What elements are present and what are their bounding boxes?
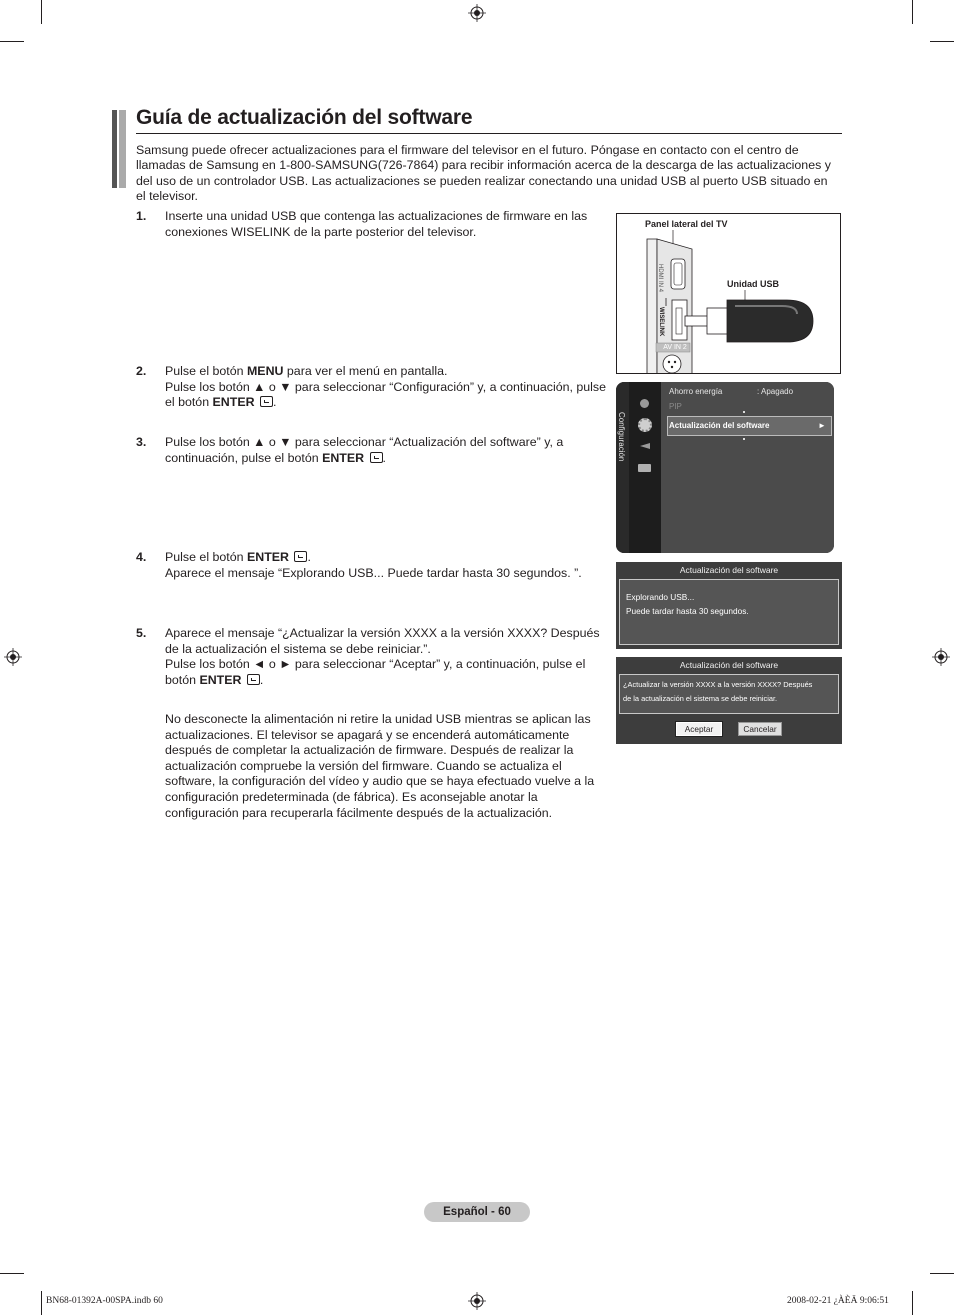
hdmi-port-label: HDMI IN 4 bbox=[657, 264, 663, 293]
page-title: Guía de actualización del software bbox=[136, 106, 473, 129]
menu-content bbox=[661, 382, 834, 553]
print-file-info: BN68-01392A-00SPA.indb 60 bbox=[46, 1296, 163, 1306]
step-2-text bbox=[165, 364, 610, 411]
dialog-body bbox=[619, 579, 839, 645]
registration-mark-icon bbox=[468, 1292, 486, 1310]
menu-item-value: : Apagado bbox=[757, 387, 794, 396]
cancel-button[interactable]: Cancelar bbox=[738, 722, 782, 736]
step-4-text bbox=[165, 550, 610, 581]
step-5-note: No desconecte la alimentación ni retire la unidad USB mientras se aplican las actualizaciones. El televisor se apagará y se encenderá automáticamente después de completar la actualización de firmware. Después de realizar la actualización compruebe la versión del firmware. Cuando se actualiza el software, la configuración del vídeo y audio que se haya efectuado vuelve a la configuración predeterminada (de fábrica). Es aconsejable anotar la configuración para recuperarla fácilmente después de la actualización. bbox=[165, 712, 595, 820]
title-accent-bar bbox=[112, 110, 126, 188]
intro-paragraph: Samsung puede ofrecer actualizaciones para el firmware del televisor en el futuro. Póngase en contacto con el centro de llamadas de Samsung en 1-800-SAMSUNG(726-7864) para recibir información acerca de la descarga de las actualizaciones y del uso de un controlador USB. Las actualizaciones se pueden realizar conectando una unidad USB al puerto USB situado en el televisor. bbox=[136, 143, 831, 204]
scan-dialog bbox=[616, 562, 842, 649]
step-number: 3. bbox=[136, 435, 147, 449]
dialog-title: Actualización del software bbox=[679, 660, 779, 670]
menu-item-pip[interactable]: PIP bbox=[669, 402, 682, 411]
crop-mark bbox=[0, 1273, 24, 1274]
gear-icon bbox=[638, 418, 652, 432]
crop-mark bbox=[912, 1291, 913, 1315]
dialog-line: Explorando USB... bbox=[626, 592, 695, 602]
menu-icon-column bbox=[629, 382, 661, 553]
enter-key: ENTER bbox=[322, 450, 365, 465]
step-number: 1. bbox=[136, 209, 147, 223]
enter-icon bbox=[294, 551, 307, 562]
crop-mark bbox=[0, 41, 24, 42]
step-text-part: Pulse los botón ◄ o ► para seleccionar “Aceptar” y, a continuación, pulse el botón bbox=[165, 657, 586, 687]
enter-icon bbox=[247, 674, 260, 685]
step-text-part: Pulse el botón bbox=[165, 550, 247, 564]
dialog-line: Puede tardar hasta 30 segundos. bbox=[626, 606, 749, 616]
enter-icon bbox=[260, 396, 273, 407]
crop-mark bbox=[41, 1291, 42, 1315]
wiselink-port-label: WISELINK bbox=[658, 307, 664, 337]
dialog-body bbox=[619, 674, 839, 714]
crop-mark bbox=[912, 0, 913, 24]
menu-item-ahorro[interactable]: Ahorro energía bbox=[669, 387, 723, 396]
title-rule bbox=[136, 133, 842, 134]
menu-item-software-update[interactable]: Actualización del software bbox=[669, 421, 770, 430]
input-icon bbox=[640, 443, 650, 449]
tv-side-panel-figure bbox=[616, 213, 841, 374]
crop-mark bbox=[930, 41, 954, 42]
scroll-up-indicator bbox=[743, 411, 745, 413]
usb-label: Unidad USB bbox=[727, 279, 780, 289]
confirm-dialog bbox=[616, 657, 842, 744]
print-date-info: 2008-02-21 ¿ÀÈÄ 9:06:51 bbox=[787, 1296, 889, 1306]
dialog-line: de la actualización el sistema se debe reiniciar. bbox=[623, 694, 778, 703]
crop-mark bbox=[930, 1273, 954, 1274]
av-in-label: AV IN 2 bbox=[663, 344, 687, 351]
step-text-part: . bbox=[273, 395, 277, 410]
scroll-down-indicator bbox=[743, 438, 745, 440]
step-number: 2. bbox=[136, 364, 147, 378]
enter-key: ENTER bbox=[199, 672, 242, 687]
step-number: 5. bbox=[136, 626, 147, 640]
step-number: 4. bbox=[136, 550, 147, 564]
enter-key: ENTER bbox=[212, 395, 255, 410]
crop-mark bbox=[41, 0, 42, 24]
settings-menu-screen bbox=[616, 382, 834, 553]
dialog-title: Actualización del software bbox=[679, 565, 779, 575]
panel-label: Panel lateral del TV bbox=[645, 219, 728, 229]
step-text-part: . bbox=[259, 672, 264, 687]
application-icon bbox=[638, 464, 651, 472]
registration-mark-icon bbox=[468, 4, 486, 22]
step-text-part: Aparece el mensaje “¿Actualizar la versión XXXX a la versión XXXX? Después de la actualización el sistema se debe reiniciar.”. bbox=[165, 626, 600, 656]
registration-mark-icon bbox=[932, 648, 950, 666]
step-3-text bbox=[165, 435, 610, 466]
step-text-part: . bbox=[382, 450, 386, 465]
registration-mark-icon bbox=[4, 648, 22, 666]
page-number-badge: Español - 60 bbox=[424, 1202, 530, 1222]
step-text-part: Pulse los botón ▲ o ▼ para seleccionar “Actualización del software” y, a continuación, pulse el botón bbox=[165, 435, 564, 465]
step-text-part: Aparece el mensaje “Explorando USB... Puede tardar hasta 30 segundos. ”. bbox=[165, 565, 582, 580]
enter-key: ENTER bbox=[246, 550, 289, 564]
usb-connection-drawing bbox=[617, 214, 841, 374]
step-text-part: para ver el menú en pantalla. bbox=[283, 364, 448, 378]
dialog-line: ¿Actualizar la versión XXXX a la versión XXXX? Después bbox=[623, 680, 813, 689]
picture-icon bbox=[640, 399, 649, 408]
step-text-part: Pulse los botón ▲ o ▼ para seleccionar “Configuración” y, a continuación, pulse el botón bbox=[165, 379, 606, 410]
menu-section-label: Configuración bbox=[617, 412, 626, 462]
step-5-text bbox=[165, 626, 610, 688]
menu-side-strip bbox=[616, 382, 629, 553]
accept-button[interactable]: Aceptar bbox=[676, 722, 722, 736]
chevron-right-icon: ► bbox=[818, 421, 826, 430]
step-text-part: Pulse el botón bbox=[165, 364, 247, 378]
menu-key: MENU bbox=[246, 364, 284, 378]
enter-icon bbox=[370, 452, 383, 463]
step-text-part: . bbox=[307, 550, 311, 564]
step-1-text: Inserte una unidad USB que contenga las actualizaciones de firmware en las conexiones WISELINK de la parte posterior del televisor. bbox=[165, 209, 588, 239]
